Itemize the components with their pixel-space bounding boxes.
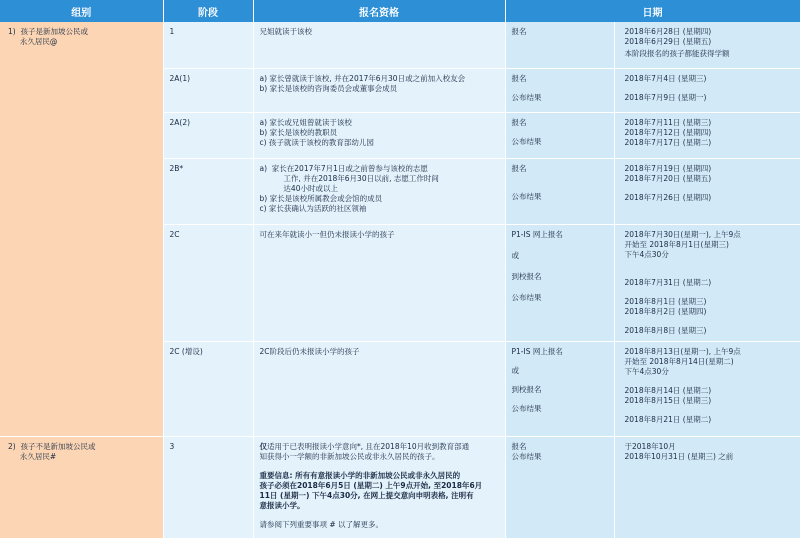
date-text: 下午4点30分: [624, 366, 669, 376]
stage-cell: 1: [163, 22, 253, 68]
date-text: 2018年8月13日(星期一), 上午9点: [624, 346, 741, 356]
eligibility-body: 适用于已表明报读小学意向*, 且在2018年10月收到教育部通 知获得小一学额的非新加坡公民或非永久居民的孩子。: [259, 441, 470, 461]
date-text: 2018年7月4日 (星期三): [624, 73, 707, 83]
date-text: 2018年7月31日 (星期二): [624, 277, 712, 287]
date-text: 2018年6月28日 (星期四): [624, 27, 712, 36]
group-1-cell: [0, 22, 163, 436]
eligibility-cell: [253, 224, 505, 341]
eligibility-item: b) 家长是该校所属教会或会馆的成员: [259, 193, 383, 203]
category-label: 公布结果: [511, 292, 542, 302]
eligibility-item: a) 家长曾就读于该校, 并在2017年6月30日或之前加入校友会: [259, 73, 466, 83]
date-text: 于2018年10月: [624, 441, 676, 451]
date-text: 2018年10月31日 (星期三) 之前: [624, 451, 734, 461]
eligibility-lead: 仅: [259, 441, 267, 451]
eligibility-text: [260, 442, 499, 462]
date-text: 2018年7月11日 (星期三): [624, 117, 712, 127]
category-label: P1-IS 网上报名: [511, 346, 563, 356]
eligibility-item: b) 家长是该校的咨询委员会或董事会成员: [259, 83, 398, 93]
date-text: 2018年8月14日 (星期二): [624, 385, 712, 395]
eligibility-cell: [253, 158, 505, 224]
category-label: 公布结果: [511, 403, 542, 413]
eligibility-item: b) 家长是该校的教职员: [259, 127, 338, 137]
date-text: 2018年7月30日(星期一), 上午9点: [624, 229, 741, 239]
stage-cell: 3: [163, 436, 253, 538]
date-text: 2018年7月26日 (星期四): [624, 192, 712, 202]
eligibility-cell: [253, 22, 505, 68]
eligibility-item: c) 家长获确认为活跃的社区领袖: [259, 203, 367, 213]
eligibility-text: 可在来年就读小一但仍未报读小学的孩子: [259, 229, 395, 239]
date-text: 2018年8月8日 (星期三): [624, 325, 707, 335]
table-row: [0, 22, 800, 68]
date-text: 2018年7月20日 (星期五): [624, 173, 712, 183]
date-cell: [614, 436, 800, 538]
category-cell: [505, 68, 614, 112]
eligibility-item: a) 家长在2017年7月1日或之前曾参与该校的志愿 工作, 并在2018年6月30日以前, 志愿工作时间 达40小时或以上: [259, 163, 439, 193]
category-label: 报名: [511, 73, 527, 83]
category-label: 公布结果: [511, 92, 542, 102]
date-text: 2018年8月1日 (星期三): [624, 296, 707, 306]
date-text: 2018年7月9日 (星期一): [624, 92, 707, 102]
eligibility-text: 兄姐就读于该校: [259, 27, 312, 36]
category-label: 公布结果: [511, 136, 542, 146]
group-2-cell: [0, 436, 163, 538]
table-row: [0, 436, 800, 538]
date-cell: [614, 22, 800, 68]
category-cell: [505, 341, 614, 436]
date-text: 开始至 2018年8月14日(星期二): [624, 356, 734, 366]
category-label: P1-IS 网上报名: [511, 229, 563, 239]
category-label: 报名: [511, 441, 527, 451]
stage-cell: 2C: [163, 224, 253, 341]
category-label: 到校报名: [511, 271, 542, 281]
date-cell: [614, 112, 800, 158]
stage-cell: 2B*: [163, 158, 253, 224]
date-text: 2018年8月15日 (星期三): [624, 395, 712, 405]
category-cell: [505, 112, 614, 158]
date-text: 2018年8月2日 (星期四): [624, 306, 707, 316]
category-cell: [505, 436, 614, 538]
category-label: 报名: [511, 117, 527, 127]
group-1-label: 1) 孩子是新加坡公民或 永久居民@: [8, 27, 88, 46]
category-label: 公布结果: [511, 451, 542, 461]
date-text: 开始至 2018年8月1日(星期三): [624, 239, 729, 249]
category-label: 公布结果: [511, 191, 542, 201]
important-info: 重要信息: 所有有意报读小学的非新加坡公民或非永久居民的 孩子必须在2018年6月5日 (星期二) 上午9点开始, 至2018年6月 11日 (星期一) 下午4点30分, 在网上提交意向申明表格, 注明有 意报读小学。: [259, 470, 483, 510]
date-cell: [614, 68, 800, 112]
header-eligibility: 报名资格: [253, 0, 505, 22]
header-date: 日期: [505, 0, 800, 22]
date-text: 2018年7月12日 (星期四): [624, 127, 712, 137]
stage-cell: 2A(2): [163, 112, 253, 158]
eligibility-item: c) 孩子就读于该校的教育部幼儿园: [259, 137, 374, 147]
category-cell: [505, 22, 614, 68]
eligibility-cell: [253, 68, 505, 112]
eligibility-item: a) 家长或兄姐曾就读于该校: [259, 117, 352, 127]
date-text: 2018年6月29日 (星期五): [624, 37, 712, 46]
date-text: 2018年7月17日 (星期二): [624, 137, 712, 147]
category-label: 或: [511, 250, 519, 260]
see-notes-text: 请参阅下列重要事项 # 以了解更多。: [259, 519, 384, 529]
stage-cell: 2C (增设): [163, 341, 253, 436]
eligibility-text: 2C阶段后仍未报读小学的孩子: [259, 346, 360, 356]
group-2-label: 2) 孩子不是新加坡公民或 永久居民#: [8, 441, 96, 461]
header-stage: 阶段: [163, 0, 253, 22]
category-cell: [505, 224, 614, 341]
date-cell: [614, 224, 800, 341]
table-header: [0, 0, 800, 22]
category-label: 到校报名: [511, 384, 542, 394]
eligibility-cell: [253, 341, 505, 436]
category-label: 报名: [511, 163, 527, 173]
date-cell: [614, 341, 800, 436]
eligibility-cell: [253, 436, 505, 538]
date-text: 下午4点30分: [624, 249, 669, 259]
header-group: 组别: [0, 0, 163, 22]
date-text: 2018年8月21日 (星期二): [624, 414, 712, 424]
eligibility-cell: [253, 112, 505, 158]
stage-note: 本阶段报名的孩子都能获得学额: [624, 49, 730, 58]
stage-cell: 2A(1): [163, 68, 253, 112]
category-label: 报名: [511, 27, 527, 36]
category-cell: [505, 158, 614, 224]
date-cell: [614, 158, 800, 224]
category-label: 或: [511, 365, 519, 375]
date-text: 2018年7月19日 (星期四): [624, 163, 712, 173]
